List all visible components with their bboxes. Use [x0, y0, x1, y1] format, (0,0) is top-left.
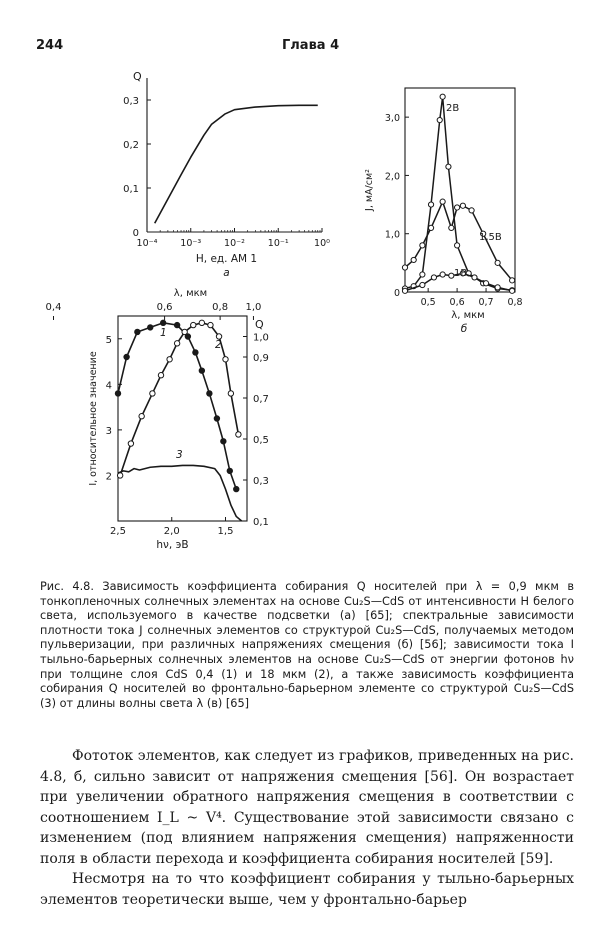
- chart-v-point: [139, 414, 144, 419]
- chart-b-y-tick-label: 3,0: [384, 113, 400, 125]
- chart-b-point: [455, 243, 460, 248]
- chart-b-point: [440, 94, 445, 99]
- chart-b-point: [483, 281, 488, 286]
- chart-v-point: [207, 391, 212, 396]
- chart-b-point: [440, 272, 445, 277]
- chart-v-point: [150, 391, 155, 396]
- chart-a-y-tick-label: 0,1: [123, 184, 139, 195]
- chart-b-point: [402, 288, 407, 293]
- chart-v-point: [115, 391, 120, 396]
- body-text: [40, 746, 574, 910]
- chart-v-y-tick-label: 4: [105, 380, 112, 392]
- chart-b-x-tick-label: 0,7: [478, 297, 494, 308]
- chart-a-y-tick-label: 0,3: [123, 96, 139, 107]
- chart-b-point: [431, 275, 436, 280]
- chart-v-point: [148, 325, 153, 330]
- chart-b-y-tick-label: 1,0: [384, 229, 400, 241]
- chart-v-x-tick-label: 2,5: [110, 526, 126, 537]
- chart-b-y-tick-label: 2,0: [384, 171, 400, 183]
- chart-b-point: [472, 275, 477, 280]
- chart-v-x-label: hν, эВ: [156, 539, 189, 551]
- chart-b-point: [455, 205, 460, 210]
- chart-v-top-tick-label: 1,0: [245, 302, 262, 313]
- chart-v-point: [208, 322, 213, 327]
- chart-a-panel-label: а: [223, 267, 230, 279]
- chart-v-point: [228, 391, 233, 396]
- chart-v-point: [182, 329, 187, 334]
- chart-v-series-line: [118, 465, 242, 521]
- chart-v-top-tick-label: 0,4: [45, 302, 62, 313]
- chart-b-point: [420, 272, 425, 277]
- chart-a-y-label: Q: [133, 70, 142, 83]
- chart-v-y2-tick-label: 1,0: [253, 332, 269, 344]
- chart-v-point: [191, 322, 196, 327]
- chart-b-series-label: 1В: [454, 268, 468, 279]
- chart-b-point: [495, 260, 500, 265]
- chart-v-point: [174, 322, 179, 327]
- chart-b-point: [420, 243, 425, 248]
- chart-b-point: [449, 225, 454, 230]
- chart-v-top-label: λ, мкм: [173, 288, 208, 299]
- chart-b-point: [446, 164, 451, 169]
- chart-b-panel-label: б: [460, 323, 468, 335]
- chart-v-point: [214, 416, 219, 421]
- chapter-title: Глава 4: [282, 38, 340, 53]
- chart-b-point: [510, 278, 515, 283]
- chart-v-y-tick-label: 2: [105, 471, 112, 483]
- chart-v-point: [234, 486, 239, 491]
- chart-b-x-tick-label: 0,5: [420, 297, 436, 308]
- chart-b-point: [440, 199, 445, 204]
- chart-v-y2-tick-label: 0,9: [253, 353, 269, 364]
- chart-v-point: [236, 432, 241, 437]
- chart-a-y-tick-label: 0,2: [123, 140, 139, 151]
- chart-v-point: [223, 357, 228, 362]
- chart-v-y-tick-label: 5: [105, 334, 112, 346]
- page-number: 244: [36, 38, 64, 53]
- chart-b-x-tick-label: 0,6: [449, 297, 465, 308]
- chart-v-y2-tick-label: 0,7: [253, 394, 269, 405]
- chart-a-series-line: [155, 105, 318, 223]
- chart-v-frame: [118, 316, 247, 521]
- chart-b-point: [428, 225, 433, 230]
- chart-v-top-tick-label: 0,8: [212, 302, 229, 313]
- chart-v-point: [199, 368, 204, 373]
- chart-v-point: [167, 357, 172, 362]
- chart-b-point: [402, 265, 407, 270]
- chart-v-point: [174, 341, 179, 346]
- chart-a-x-tick-label: 10⁻³: [180, 238, 202, 249]
- chart-v-series-label: 1: [160, 327, 167, 339]
- chart-b-series-label: 1,5В: [479, 232, 502, 243]
- chart-v-x-tick-label: 2,0: [163, 526, 180, 537]
- chart-b-x-label: λ, мкм: [451, 310, 485, 321]
- chart-b-point: [428, 202, 433, 207]
- chart-v-point: [124, 354, 129, 359]
- chart-a-y-tick-label: 0: [132, 228, 139, 239]
- chart-a-x-tick-label: 10⁻¹: [267, 238, 289, 249]
- chart-v-point: [128, 441, 133, 446]
- chart-v-x-tick-label: 1,5: [217, 526, 234, 537]
- chart-v-top-tick-label: 0,6: [156, 302, 173, 313]
- chart-v-series-label: 3: [176, 449, 183, 461]
- chart-b-point: [469, 208, 474, 213]
- chart-v-point: [135, 329, 140, 334]
- chart-a-x-tick-label: 10⁻⁴: [136, 238, 158, 249]
- chart-b-point: [437, 117, 442, 122]
- chart-v-point: [227, 468, 232, 473]
- paragraph: Фототок элементов, как следует из графиков, приведенных на рис. 4.8, б, сильно зависит от напряжения смещения [56]. Он возрастает при увеличении обратного напряжения смещения в соответствии с соотношением I_L ~ V⁴. Существование этой зависимости связано с изменением (под влиянием напряжения смещения) напряженности поля в области перехода и коэффициента собирания носителей [59].: [40, 748, 574, 867]
- chart-b-series-label: 2В: [446, 103, 460, 114]
- chart-b-y-tick-label: 0: [393, 288, 400, 299]
- paragraph: Несмотря на то что коэффициент собирания у тыльно-барьерных элементов теоретически выше, чем у фронтально-барьер: [40, 871, 574, 908]
- chart-v-y-tick-label: 3: [105, 425, 112, 437]
- chart-b-point: [460, 203, 465, 208]
- chart-b-y-label: J, мА/см²: [364, 169, 375, 211]
- chart-a-x-tick-label: 10⁰: [314, 238, 330, 249]
- chart-v-y2-tick-label: 0,3: [253, 476, 269, 487]
- chart-v-y2-tick-label: 0,5: [253, 435, 269, 446]
- chart-v-point: [160, 320, 165, 325]
- chart-v-y-label: I, относительное значение: [88, 351, 99, 486]
- chart-b-point: [411, 257, 416, 262]
- chart-v-series-label: 2: [215, 339, 222, 351]
- chart-b-point: [510, 288, 515, 293]
- chart-v-point: [199, 320, 204, 325]
- chart-a-x-tick-label: 10⁻²: [224, 238, 245, 249]
- chart-v-point: [221, 439, 226, 444]
- chart-b-point: [420, 282, 425, 287]
- chart-v-point: [193, 350, 198, 355]
- figure-caption: Рис. 4.8. Зависимость коэффициента собирания Q носителей при λ = 0,9 мкм в тонкопленочных солнечных элементах на основе Cu₂S—CdS от интенсивности H белого света, используемого в качестве подсветки (а) [65]; спектральные зависимости плотности тока J солнечных элементов со структурой Cu₂S—CdS, получаемых методом пульверизации, при различных напряжениях смещения (б) [56]; зависимости тока I тыльно-барьерных солнечных элементов на основе Cu₂S—CdS от энергии фотонов hν при толщине слоя CdS 0,4 (1) и 18 мкм (2), а также зависимость коэффициента собирания Q носителей во фронтально-барьерном элементе со структурой Cu₂S—CdS (3) от длины волны света λ (в) [65]: [40, 580, 574, 710]
- chart-a-x-label: H, ед. AM 1: [195, 253, 258, 265]
- chart-v-y2-tick-label: 0,1: [253, 517, 269, 528]
- chart-v-point: [158, 373, 163, 378]
- chart-b-x-tick-label: 0,8: [507, 297, 523, 308]
- chart-v-right-label: Q: [255, 318, 264, 331]
- chart-b-point: [495, 285, 500, 290]
